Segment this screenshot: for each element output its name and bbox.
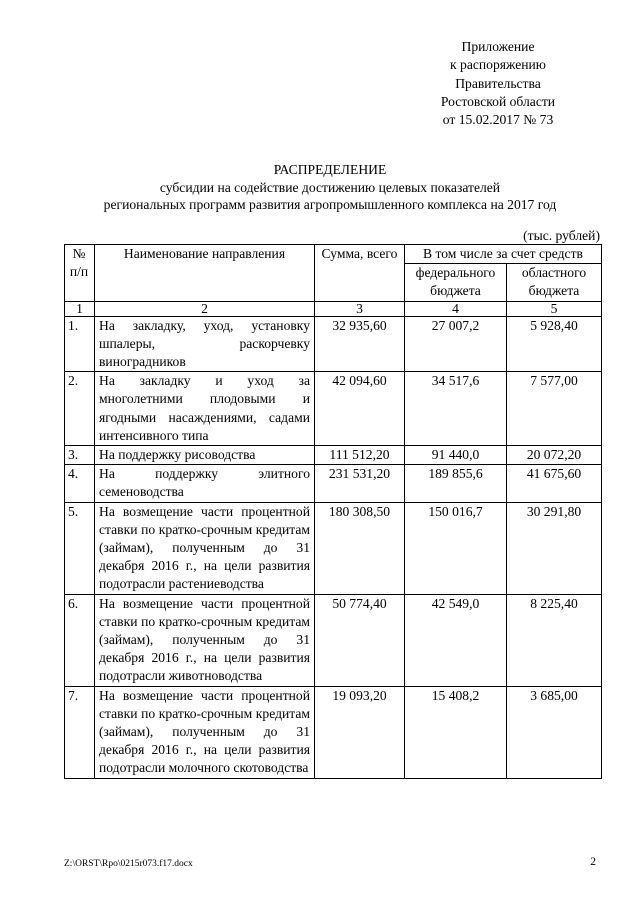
header-regional: областного бюджета	[507, 264, 602, 301]
header-name: Наименование направления	[95, 245, 315, 302]
table-row	[65, 372, 602, 446]
row-sum: 50 774,40	[315, 594, 405, 686]
row-regional: 5 928,40	[507, 316, 602, 372]
row-name: На закладку, уход, установку шпалеры, раскорчевку виноградников	[95, 316, 315, 372]
row-name: На возмещение части процентной ставки по кратко-срочным кредитам (займам), полученным до 31 декабря 2016 г., на цели развития подотрасли молочного скотоводства	[95, 686, 315, 778]
row-sum: 32 935,60	[315, 316, 405, 372]
row-name: На возмещение части процентной ставки по кратко-срочным кредитам (займам), полученным до 31 декабря 2016 г., на цели развития подотрасли растениеводства	[95, 502, 315, 594]
row-sum: 111 512,20	[315, 446, 405, 465]
document-heading	[40, 161, 620, 214]
row-federal: 42 549,0	[405, 594, 507, 686]
row-sum: 19 093,20	[315, 686, 405, 778]
column-number-3: 3	[315, 301, 405, 316]
column-number-1: 1	[65, 301, 95, 316]
page-number: 2	[590, 856, 596, 868]
row-sum: 231 531,20	[315, 465, 405, 502]
distribution-table	[64, 244, 602, 779]
table-row	[65, 446, 602, 465]
annex-line-3: Правительства	[455, 75, 541, 91]
row-number: 4.	[65, 465, 95, 502]
table-row	[65, 594, 602, 686]
row-number: 6.	[65, 594, 95, 686]
table-row	[65, 502, 602, 594]
row-name: На возмещение части процентной ставки по кратко-срочным кредитам (займам), полученным до 31 декабря 2016 г., на цели развития подотрасли животноводства	[95, 594, 315, 686]
row-name: На закладку и уход за многолетними плодовыми и ягодными насаждениями, садами интенсивного типа	[95, 372, 315, 446]
row-federal: 91 440,0	[405, 446, 507, 465]
document-subtitle-line-1: субсидии на содействие достижению целевых показателей	[159, 179, 501, 195]
row-regional: 20 072,20	[507, 446, 602, 465]
row-regional: 7 577,00	[507, 372, 602, 446]
row-sum: 42 094,60	[315, 372, 405, 446]
row-federal: 189 855,6	[405, 465, 507, 502]
document-title: РАСПРЕДЕЛЕНИЕ	[273, 162, 387, 177]
row-number: 3.	[65, 446, 95, 465]
row-number: 5.	[65, 502, 95, 594]
column-number-4: 4	[405, 301, 507, 316]
row-number: 2.	[65, 372, 95, 446]
row-number: 1.	[65, 316, 95, 372]
header-num: № п/п	[65, 245, 95, 302]
annex-line-1: Приложение	[461, 39, 535, 54]
column-number-2: 2	[95, 301, 315, 316]
document-subtitle-line-2: региональных программ развития агропромышленного комплекса на 2017 год	[103, 197, 557, 212]
annex-line-4: Ростовской области	[440, 93, 556, 109]
row-sum: 180 308,50	[315, 502, 405, 594]
row-regional: 3 685,00	[507, 686, 602, 778]
column-number-5: 5	[507, 301, 602, 316]
units-note: (тыс. рублей)	[523, 228, 600, 243]
row-federal: 34 517,6	[405, 372, 507, 446]
header-including: В том числе за счет средств	[405, 245, 602, 264]
file-path: Z:\ORST\Rpo\0215r073.f17.docx	[64, 859, 193, 869]
row-name: На поддержку элитного семеноводства	[95, 465, 315, 502]
row-federal: 15 408,2	[405, 686, 507, 778]
annex-block	[400, 38, 596, 129]
row-name: На поддержку рисоводства	[95, 446, 315, 465]
header-sum: Сумма, всего	[315, 245, 405, 302]
annex-line-2: к распоряжению	[450, 57, 546, 73]
table-row	[65, 316, 602, 372]
annex-line-5: от 15.02.2017 № 73	[442, 112, 554, 128]
row-regional: 8 225,40	[507, 594, 602, 686]
header-federal: федерального бюджета	[405, 264, 507, 301]
row-number: 7.	[65, 686, 95, 778]
row-regional: 30 291,80	[507, 502, 602, 594]
row-federal: 27 007,2	[405, 316, 507, 372]
row-federal: 150 016,7	[405, 502, 507, 594]
table-row	[65, 465, 602, 502]
table-row	[65, 686, 602, 778]
row-regional: 41 675,60	[507, 465, 602, 502]
